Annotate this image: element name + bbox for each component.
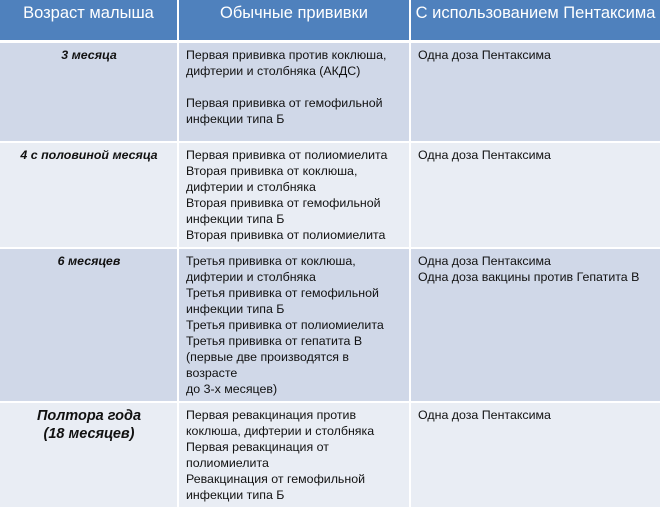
pentaxim-line: Одна доза вакцины против Гепатита В [418,269,640,284]
vaccination-line: Первая прививка от полиомиелита [186,147,388,162]
pentaxim-line: Одна доза Пентаксима [418,147,551,162]
age-cell [0,142,178,248]
pentaxim-cell [410,248,660,402]
vaccination-line: инфекции типа Б [186,301,285,316]
age-label: 4 с половиной месяца [20,147,158,162]
table-row [0,142,660,248]
table-row [0,402,660,508]
usual-vaccinations-cell [178,142,410,248]
vaccination-line: Ревакцинация от гемофильной [186,471,366,486]
vaccination-line: (первые две производятся в возрасте [186,349,350,380]
age-label: Полтора года [36,407,142,424]
vaccination-line: Третья прививка от полиомиелита [186,317,384,332]
age-label: 6 месяцев [57,253,121,268]
age-cell [0,248,178,402]
header-usual-vaccinations: Обычные прививки [178,0,410,42]
age-cell [0,42,178,142]
pentaxim-line: Одна доза Пентаксима [418,48,551,62]
vaccination-line: Первая прививка против коклюша, [186,48,387,62]
vaccination-line: коклюша, дифтерии и столбняка [186,423,375,438]
table-row [0,42,660,142]
vaccination-line: инфекции типа Б [186,487,285,502]
vaccination-line: дифтерии и столбняка [186,269,316,284]
vaccination-line: инфекции типа Б [186,211,285,226]
usual-vaccinations-cell [178,402,410,508]
usual-vaccinations-cell [178,42,410,142]
vaccination-line: до 3-х месяцев) [186,381,278,396]
age-label: 3 месяца [61,48,117,62]
vaccination-line: Первая ревакцинация против [186,407,357,422]
vaccination-line: инфекции типа Б [186,112,285,126]
vaccination-line: дифтерии и столбняка (АКДС) [186,64,361,78]
usual-vaccinations-cell [178,248,410,402]
vaccination-line: Третья прививка от гепатита В [186,333,363,348]
header-row [0,0,660,42]
vaccination-line: Вторая прививка от полиомиелита [186,227,386,242]
pentaxim-line: Одна доза Пентаксима [418,407,551,422]
header-age: Возраст малыша [0,0,178,42]
vaccination-line: Первая ревакцинация от [186,439,329,454]
pentaxim-cell [410,42,660,142]
vaccination-line: Третья прививка от гемофильной [186,285,379,300]
pentaxim-line: Одна доза Пентаксима [418,253,551,268]
vaccination-line: Третья прививка от коклюша, [186,253,356,268]
age-label: (18 месяцев) [43,425,135,442]
vaccination-line: дифтерии и столбняка [186,179,316,194]
age-cell [0,402,178,508]
pentaxim-cell [410,142,660,248]
spacer [186,79,403,95]
vaccination-line: Вторая прививка от гемофильной [186,195,381,210]
vaccination-line: Первая прививка от гемофильной [186,96,383,110]
pentaxim-cell [410,402,660,508]
vaccination-line: Вторая прививка от коклюша, [186,163,358,178]
table-row [0,248,660,402]
header-pentaxim: С использованием Пентаксима [410,0,660,42]
vaccination-line: полиомиелита [186,455,269,470]
